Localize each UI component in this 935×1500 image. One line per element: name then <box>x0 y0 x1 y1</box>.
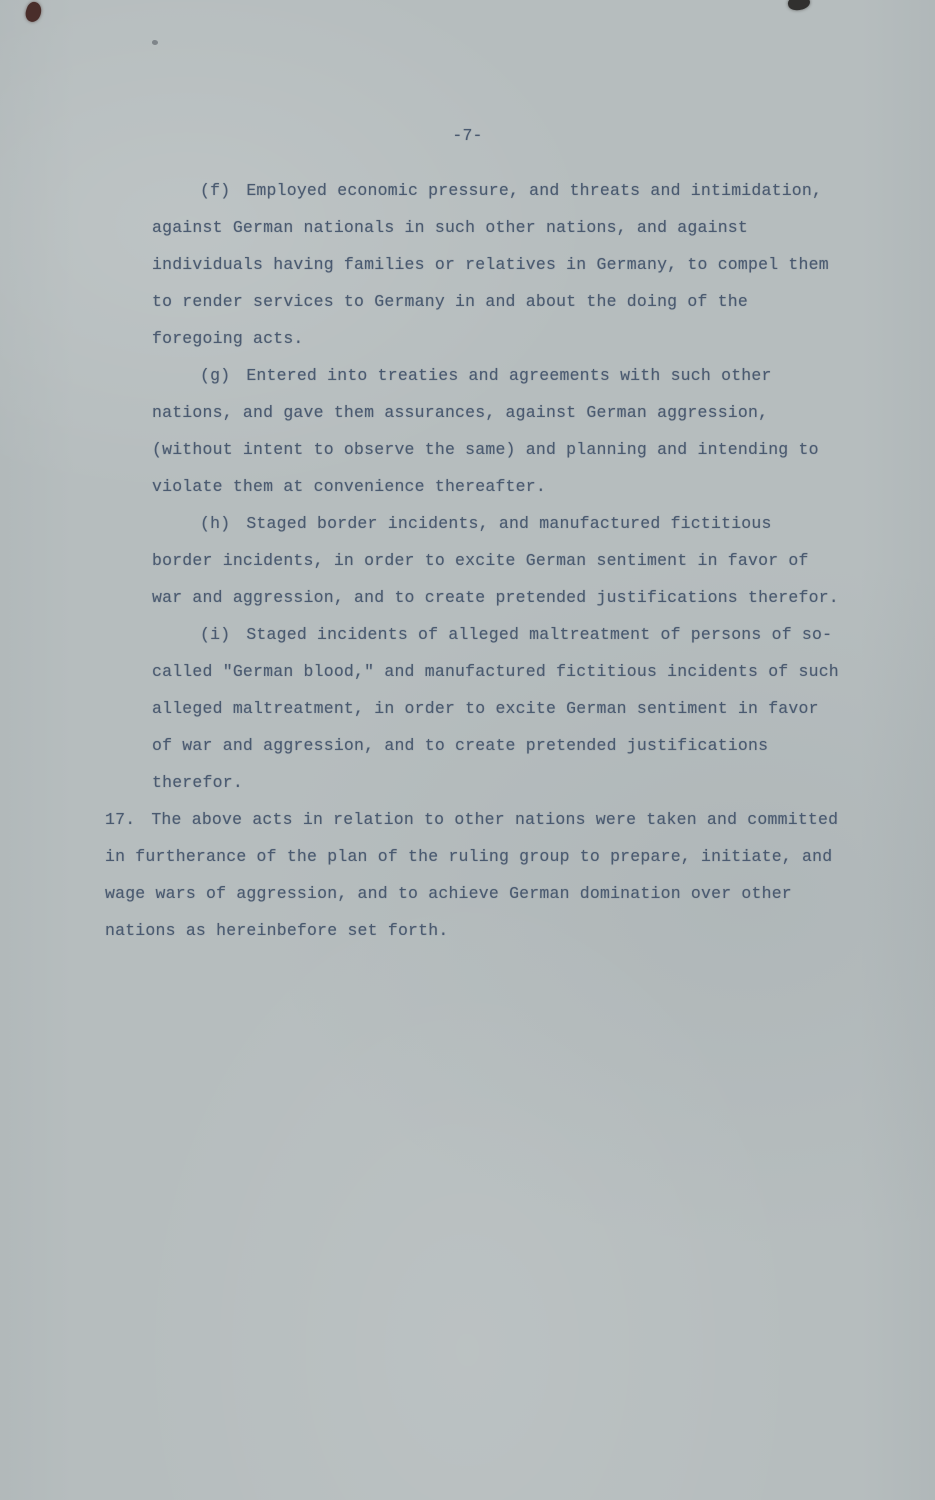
paragraph-17-label: 17. <box>105 810 136 829</box>
paragraph-g-label: (g) <box>200 366 231 385</box>
scan-artifact-top-left <box>23 0 43 24</box>
scan-artifact-top-right <box>787 0 811 12</box>
scan-artifact-smudge <box>152 40 158 45</box>
paragraph-i-label: (i) <box>200 625 231 644</box>
paragraph-h <box>152 505 842 616</box>
paragraph-17 <box>105 801 842 949</box>
paragraph-f <box>152 172 842 357</box>
paragraph-h-label: (h) <box>200 514 231 533</box>
document-body <box>105 172 842 949</box>
paragraph-i <box>152 616 842 801</box>
paragraph-17-text: The above acts in relation to other nations were taken and committed in furtherance of the plan of the ruling group to prepare, initiate, and wage wars of aggression, and to achieve German domination over other nations as hereinbefore set forth. <box>105 810 839 940</box>
paragraph-f-text: Employed economic pressure, and threats and intimidation, against German nationals in such other nations, and against individuals having families or relatives in Germany, to compel them to render services to Germany in and about the doing of the foregoing acts. <box>152 181 829 348</box>
paragraph-h-text: Staged border incidents, and manufactured fictitious border incidents, in order to excite German sentiment in favor of war and aggression, and to create pretended justifications therefor. <box>152 514 839 607</box>
paragraph-g-text: Entered into treaties and agreements with such other nations, and gave them assurances, against German aggression, (without intent to observe the same) and planning and intending to violate them at convenience thereafter. <box>152 366 819 496</box>
paragraph-g <box>152 357 842 505</box>
page-number: -7- <box>452 126 483 145</box>
paragraph-i-text: Staged incidents of alleged maltreatment of persons of so-called "German blood," and manufactured fictitious incidents of such alleged maltreatment, in order to excite German sentiment in favor of war and aggression, and to create pretended justifications therefor. <box>152 625 839 792</box>
paragraph-f-label: (f) <box>200 181 231 200</box>
